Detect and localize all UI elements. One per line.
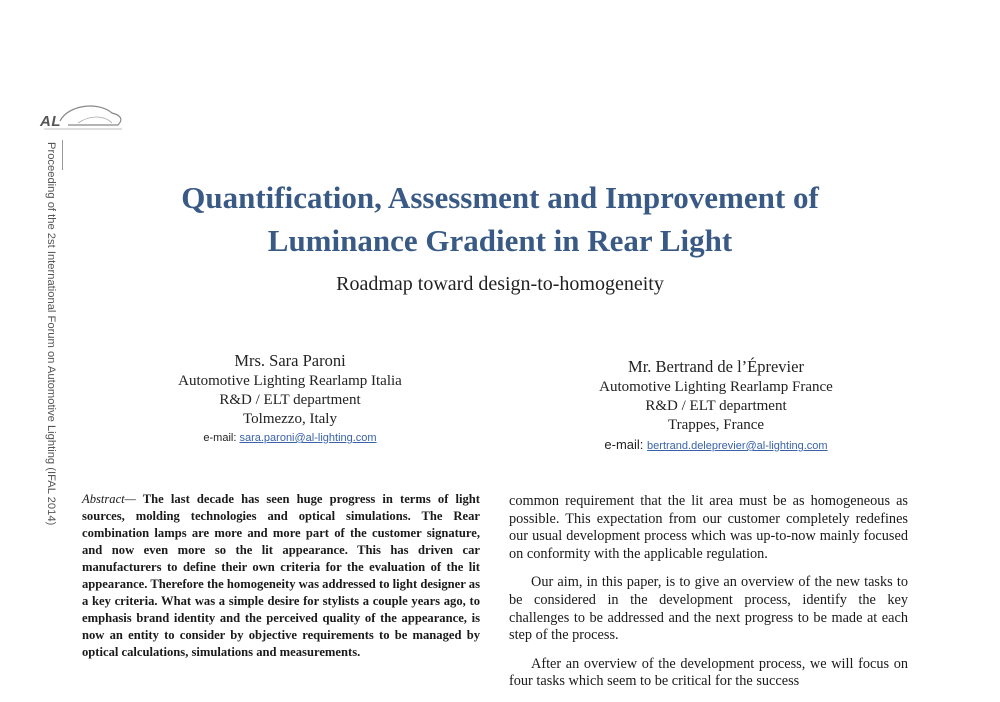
- author-department: R&D / ELT department: [645, 398, 787, 414]
- abstract-label: Abstract—: [82, 492, 136, 506]
- body-paragraph-1: common requirement that the lit area must be as homogeneous as possible. This expectation from our customer completely redefines our usual development process which was up-to-now mainly focused on conformity with the applicable regulation.: [509, 493, 908, 562]
- author-block-2: [566, 356, 866, 456]
- author-block-1: [140, 350, 440, 448]
- author-email-label: e-mail:: [203, 432, 237, 444]
- author-company: Automotive Lighting Rearlamp France: [599, 379, 833, 395]
- paper-title-line-1: Quantification, Assessment and Improvement of: [181, 180, 819, 215]
- author-email-link[interactable]: sara.paroni@al-lighting.com: [239, 432, 377, 444]
- author-location: Tolmezzo, Italy: [243, 411, 337, 427]
- author-email-link[interactable]: bertrand.deleprevier@al-lighting.com: [647, 440, 828, 452]
- author-name: Mrs. Sara Paroni: [234, 351, 346, 370]
- paper-title: [100, 176, 900, 262]
- proceedings-note: Proceeding of the 2st International Forum on Automotive Lighting (IFAL 2014): [45, 142, 57, 526]
- author-name: Mr. Bertrand de l’Éprevier: [628, 357, 804, 376]
- body-paragraph-2: Our aim, in this paper, is to give an overview of the new tasks to be considered in the development process, identify the key challenges to be addressed and the next progress to be made at each step of the process.: [509, 574, 908, 644]
- author-email-label: e-mail:: [604, 437, 644, 452]
- author-location: Trappes, France: [667, 417, 765, 433]
- side-divider: [62, 140, 63, 170]
- author-company: Automotive Lighting Rearlamp Italia: [178, 373, 402, 389]
- abstract-text: The last decade has seen huge progress in terms of light sources, molding technologies and optical simulations. The Rear combination lamps are more and more part of the customer signature, and now even more so the lit appearance. This has driven car manufacturers to define their own criteria for the evaluation of the lit appearance. Therefore the homogeneity was addressed to light designer as a key criteria. What was a simple desire for stylists a couple years ago, to emphasis brand identity and the perceived quality of the appearance, is now an entity to consider by objective requirements to be managed by optical calculations, simulations and measurements.: [82, 492, 480, 659]
- body-paragraph-3: After an overview of the development process, we will focus on four tasks which seem to be critical for the success: [509, 655, 908, 690]
- author-department: R&D / ELT department: [219, 392, 361, 408]
- paper-subtitle: Roadmap toward design-to-homogeneity: [336, 273, 664, 295]
- author-email-line: [140, 429, 440, 448]
- abstract: [82, 491, 480, 661]
- author-email-line: [566, 435, 866, 456]
- paper-title-line-2: Luminance Gradient in Rear Light: [267, 223, 733, 258]
- logo-text: AL: [40, 113, 61, 130]
- body-column-right: [509, 493, 908, 702]
